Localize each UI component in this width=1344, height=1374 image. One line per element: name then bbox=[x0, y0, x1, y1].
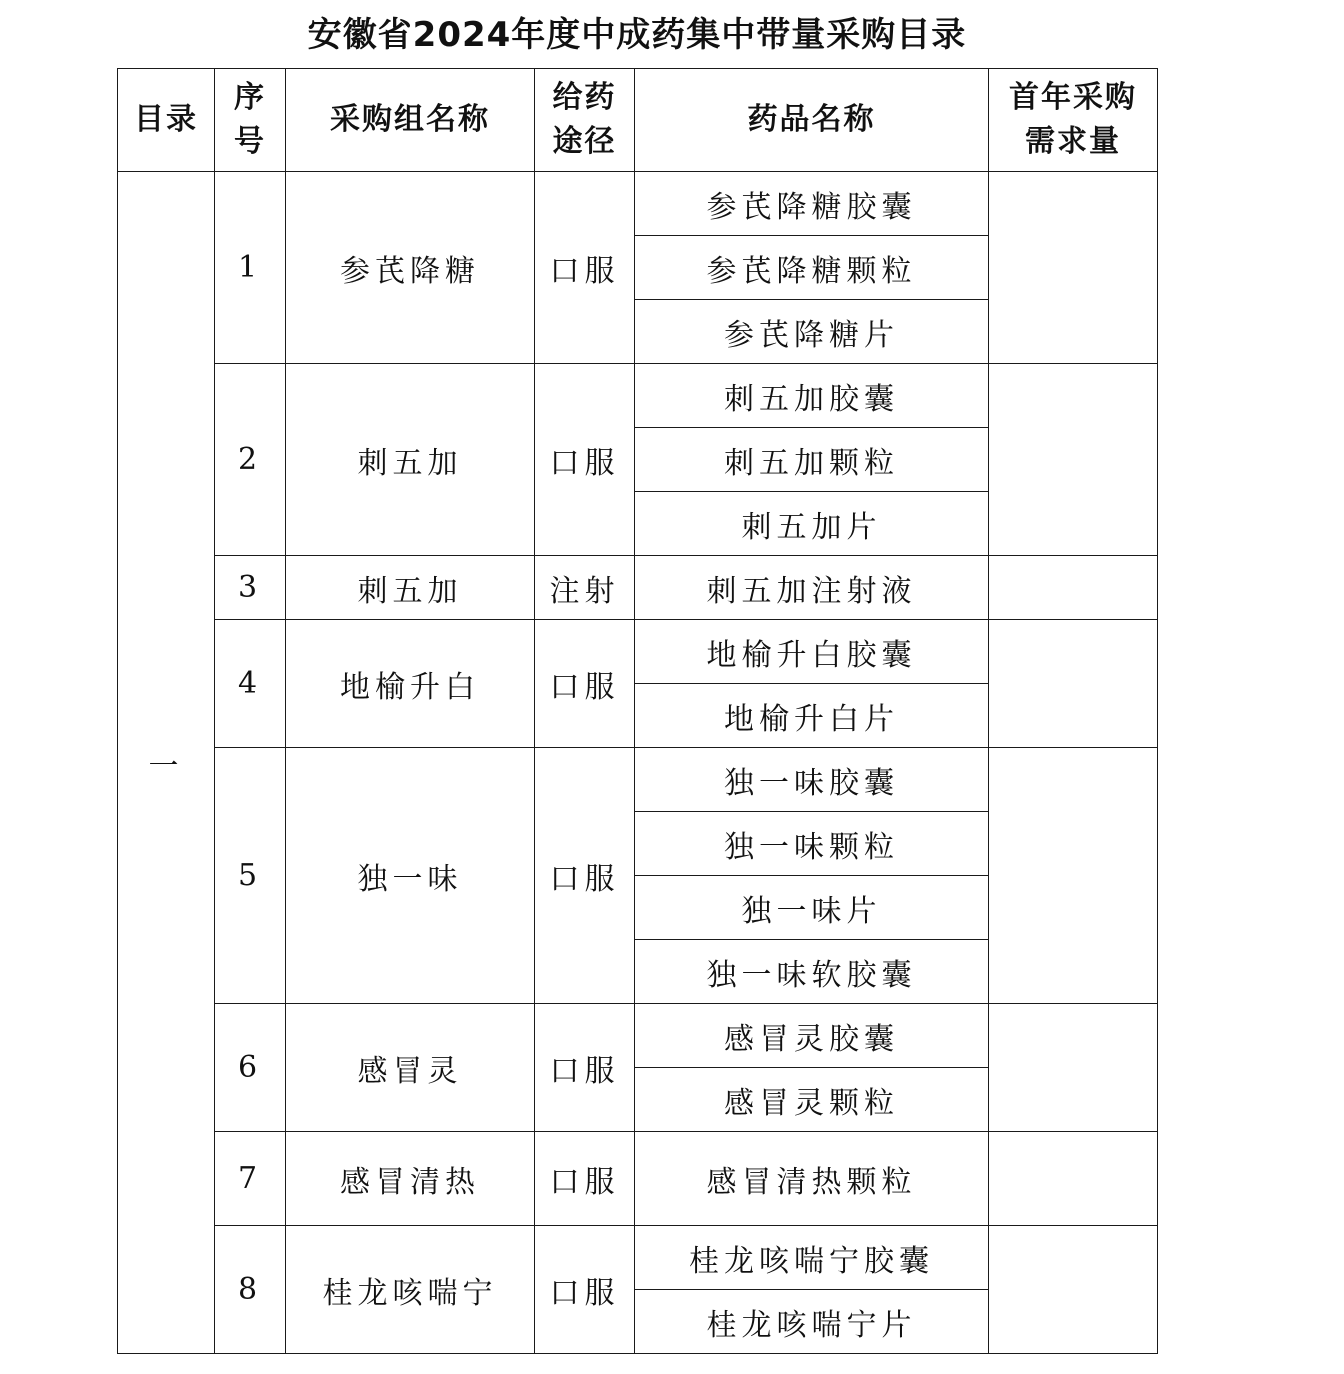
route-cell: 注射 bbox=[535, 556, 635, 620]
group-name-cell: 感冒清热 bbox=[286, 1132, 535, 1226]
group-name-cell: 桂龙咳喘宁 bbox=[286, 1226, 535, 1354]
drug-name-cell: 桂龙咳喘宁胶囊 bbox=[635, 1226, 989, 1290]
drug-name-cell: 参芪降糖颗粒 bbox=[635, 236, 989, 300]
drug-name-cell: 独一味软胶囊 bbox=[635, 940, 989, 1004]
drug-name-cell: 桂龙咳喘宁片 bbox=[635, 1290, 989, 1354]
drug-name-cell: 刺五加颗粒 bbox=[635, 428, 989, 492]
drug-name-cell: 地榆升白片 bbox=[635, 684, 989, 748]
route-cell: 口服 bbox=[535, 748, 635, 1004]
drug-name-cell: 参芪降糖片 bbox=[635, 300, 989, 364]
table-row bbox=[118, 1132, 1158, 1226]
seq-cell: 1 bbox=[215, 172, 286, 364]
drug-name-cell: 独一味片 bbox=[635, 876, 989, 940]
route-cell: 口服 bbox=[535, 1132, 635, 1226]
header-route: 给药 途径 bbox=[535, 69, 635, 172]
drug-name-cell: 独一味颗粒 bbox=[635, 812, 989, 876]
demand-cell bbox=[989, 1132, 1158, 1226]
route-cell: 口服 bbox=[535, 1004, 635, 1132]
seq-cell: 6 bbox=[215, 1004, 286, 1132]
demand-cell bbox=[989, 556, 1158, 620]
demand-cell bbox=[989, 172, 1158, 364]
demand-cell bbox=[989, 748, 1158, 1004]
route-cell: 口服 bbox=[535, 364, 635, 556]
header-seq: 序 号 bbox=[215, 69, 286, 172]
drug-name-cell: 感冒灵胶囊 bbox=[635, 1004, 989, 1068]
route-cell: 口服 bbox=[535, 172, 635, 364]
seq-cell: 7 bbox=[215, 1132, 286, 1226]
table-row bbox=[118, 1226, 1158, 1290]
table-row bbox=[118, 172, 1158, 236]
header-drug-name: 药品名称 bbox=[635, 69, 989, 172]
drug-name-cell: 刺五加胶囊 bbox=[635, 364, 989, 428]
table-row bbox=[118, 364, 1158, 428]
header-catalog: 目录 bbox=[118, 69, 215, 172]
table-row bbox=[118, 556, 1158, 620]
drug-name-cell: 刺五加注射液 bbox=[635, 556, 989, 620]
seq-cell: 8 bbox=[215, 1226, 286, 1354]
drug-name-cell: 感冒清热颗粒 bbox=[635, 1132, 989, 1226]
group-name-cell: 刺五加 bbox=[286, 364, 535, 556]
drug-name-cell: 地榆升白胶囊 bbox=[635, 620, 989, 684]
route-cell: 口服 bbox=[535, 620, 635, 748]
table-row bbox=[118, 620, 1158, 684]
demand-cell bbox=[989, 1226, 1158, 1354]
catalog-cell: 一 bbox=[118, 172, 215, 1354]
header-group-name: 采购组名称 bbox=[286, 69, 535, 172]
table-header-row bbox=[118, 69, 1158, 172]
drug-name-cell: 参芪降糖胶囊 bbox=[635, 172, 989, 236]
demand-cell bbox=[989, 1004, 1158, 1132]
table-row bbox=[118, 1004, 1158, 1068]
seq-cell: 3 bbox=[215, 556, 286, 620]
route-cell: 口服 bbox=[535, 1226, 635, 1354]
group-name-cell: 参芪降糖 bbox=[286, 172, 535, 364]
drug-name-cell: 感冒灵颗粒 bbox=[635, 1068, 989, 1132]
procurement-catalog-table bbox=[117, 68, 1158, 1354]
drug-name-cell: 刺五加片 bbox=[635, 492, 989, 556]
seq-cell: 5 bbox=[215, 748, 286, 1004]
group-name-cell: 地榆升白 bbox=[286, 620, 535, 748]
demand-cell bbox=[989, 364, 1158, 556]
demand-cell bbox=[989, 620, 1158, 748]
drug-name-cell: 独一味胶囊 bbox=[635, 748, 989, 812]
group-name-cell: 感冒灵 bbox=[286, 1004, 535, 1132]
header-first-year-demand: 首年采购 需求量 bbox=[989, 69, 1158, 172]
group-name-cell: 独一味 bbox=[286, 748, 535, 1004]
group-name-cell: 刺五加 bbox=[286, 556, 535, 620]
document-title: 安徽省2024年度中成药集中带量采购目录 bbox=[307, 15, 967, 55]
seq-cell: 2 bbox=[215, 364, 286, 556]
table-row bbox=[118, 748, 1158, 812]
seq-cell: 4 bbox=[215, 620, 286, 748]
